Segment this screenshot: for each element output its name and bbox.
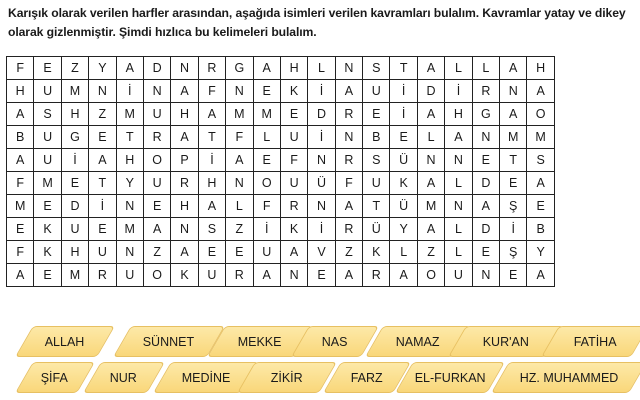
- grid-cell[interactable]: E: [34, 264, 61, 287]
- grid-cell[interactable]: T: [116, 126, 143, 149]
- grid-cell[interactable]: A: [116, 57, 143, 80]
- grid-cell[interactable]: A: [171, 241, 198, 264]
- word-tag: [15, 326, 115, 357]
- grid-cell[interactable]: A: [198, 103, 225, 126]
- grid-cell[interactable]: Y: [89, 57, 116, 80]
- grid-cell[interactable]: N: [500, 80, 527, 103]
- grid-cell[interactable]: U: [34, 126, 61, 149]
- grid-cell[interactable]: H: [171, 195, 198, 218]
- grid-cell[interactable]: İ: [308, 80, 335, 103]
- grid-cell[interactable]: F: [7, 241, 34, 264]
- grid-cell[interactable]: A: [417, 103, 444, 126]
- grid-cell[interactable]: B: [363, 126, 390, 149]
- grid-cell[interactable]: O: [143, 149, 170, 172]
- grid-cell[interactable]: R: [198, 57, 225, 80]
- grid-cell[interactable]: A: [171, 80, 198, 103]
- grid-cell[interactable]: S: [363, 149, 390, 172]
- grid-cell[interactable]: E: [472, 149, 499, 172]
- grid-cell[interactable]: R: [335, 103, 362, 126]
- grid-row: [7, 264, 555, 287]
- grid-cell[interactable]: A: [7, 264, 34, 287]
- grid-cell[interactable]: H: [61, 103, 88, 126]
- grid-cell[interactable]: V: [308, 241, 335, 264]
- grid-cell[interactable]: E: [226, 241, 253, 264]
- word-label: KUR'AN: [482, 334, 530, 349]
- grid-cell[interactable]: R: [335, 149, 362, 172]
- grid-cell[interactable]: M: [500, 126, 527, 149]
- grid-cell[interactable]: R: [335, 218, 362, 241]
- grid-cell[interactable]: U: [143, 103, 170, 126]
- word-label: SÜNNET: [143, 334, 195, 349]
- grid-cell[interactable]: O: [253, 172, 280, 195]
- word-tag: [395, 362, 505, 393]
- grid-cell[interactable]: D: [472, 218, 499, 241]
- grid-cell[interactable]: E: [143, 195, 170, 218]
- grid-row: [7, 241, 555, 264]
- grid-cell[interactable]: T: [390, 57, 417, 80]
- grid-cell[interactable]: N: [226, 172, 253, 195]
- grid-row: [7, 218, 555, 241]
- grid-cell[interactable]: A: [280, 241, 307, 264]
- word-tag: [83, 362, 165, 393]
- word-label: NUR: [110, 370, 138, 385]
- grid-cell[interactable]: F: [253, 195, 280, 218]
- grid-cell[interactable]: K: [280, 80, 307, 103]
- grid-cell[interactable]: G: [226, 57, 253, 80]
- grid-cell[interactable]: Y: [527, 241, 554, 264]
- word-label: ŞİFA: [41, 370, 69, 385]
- grid-cell[interactable]: G: [472, 103, 499, 126]
- grid-cell[interactable]: M: [116, 218, 143, 241]
- grid-cell[interactable]: L: [472, 57, 499, 80]
- grid-cell[interactable]: E: [500, 172, 527, 195]
- grid-cell[interactable]: Y: [390, 218, 417, 241]
- grid-row: [7, 172, 555, 195]
- grid-cell[interactable]: U: [280, 172, 307, 195]
- grid-cell[interactable]: N: [89, 80, 116, 103]
- grid-cell[interactable]: F: [7, 57, 34, 80]
- grid-cell[interactable]: Ü: [390, 149, 417, 172]
- grid-cell[interactable]: E: [7, 218, 34, 241]
- grid-cell[interactable]: N: [472, 126, 499, 149]
- grid-cell[interactable]: D: [472, 172, 499, 195]
- word-tag: [15, 362, 95, 393]
- grid-cell[interactable]: D: [61, 195, 88, 218]
- grid-cell[interactable]: T: [89, 172, 116, 195]
- grid-cell[interactable]: N: [445, 195, 472, 218]
- grid-cell[interactable]: İ: [308, 126, 335, 149]
- grid-cell[interactable]: L: [445, 218, 472, 241]
- grid-cell[interactable]: Ş: [500, 241, 527, 264]
- grid-cell[interactable]: L: [253, 126, 280, 149]
- grid-cell[interactable]: İ: [445, 80, 472, 103]
- grid-cell[interactable]: E: [500, 264, 527, 287]
- grid-cell[interactable]: B: [527, 218, 554, 241]
- grid-cell[interactable]: U: [363, 172, 390, 195]
- grid-cell[interactable]: F: [7, 172, 34, 195]
- grid-cell[interactable]: D: [308, 103, 335, 126]
- grid-cell[interactable]: L: [445, 172, 472, 195]
- grid-row: [7, 195, 555, 218]
- grid-cell[interactable]: Ü: [308, 172, 335, 195]
- word-label: HZ. MUHAMMED: [519, 370, 619, 385]
- grid-cell[interactable]: H: [61, 241, 88, 264]
- grid-cell[interactable]: M: [417, 195, 444, 218]
- grid-cell[interactable]: H: [445, 103, 472, 126]
- grid-cell[interactable]: G: [61, 126, 88, 149]
- grid-cell[interactable]: A: [143, 218, 170, 241]
- grid-cell[interactable]: R: [363, 264, 390, 287]
- grid-cell[interactable]: Y: [116, 172, 143, 195]
- grid-cell[interactable]: A: [7, 149, 34, 172]
- grid-cell[interactable]: A: [226, 149, 253, 172]
- grid-cell[interactable]: B: [7, 126, 34, 149]
- grid-cell[interactable]: A: [527, 172, 554, 195]
- grid-cell[interactable]: N: [171, 218, 198, 241]
- grid-cell[interactable]: U: [280, 126, 307, 149]
- word-tag: [541, 326, 640, 357]
- instructions-text: Karışık olarak verilen harfler arasından, aşağıda isimleri verilen kavramları bulalım. Kavramlar yatay ve dikey olarak gizlenmiştir. Şimdi hızlıca bu kelimeleri bulalım.: [8, 6, 626, 39]
- grid-cell[interactable]: K: [363, 241, 390, 264]
- grid-cell[interactable]: A: [417, 172, 444, 195]
- grid-cell[interactable]: E: [472, 241, 499, 264]
- grid-cell[interactable]: Z: [143, 241, 170, 264]
- grid-cell[interactable]: E: [61, 172, 88, 195]
- grid-cell[interactable]: E: [308, 264, 335, 287]
- grid-cell[interactable]: Ş: [500, 195, 527, 218]
- grid-cell[interactable]: N: [445, 149, 472, 172]
- grid-cell[interactable]: N: [335, 57, 362, 80]
- grid-cell[interactable]: N: [143, 80, 170, 103]
- grid-cell[interactable]: R: [226, 264, 253, 287]
- grid-cell[interactable]: S: [363, 57, 390, 80]
- grid-cell[interactable]: U: [253, 241, 280, 264]
- grid-cell[interactable]: R: [143, 126, 170, 149]
- grid-cell[interactable]: K: [34, 241, 61, 264]
- grid-cell[interactable]: P: [171, 149, 198, 172]
- grid-cell[interactable]: M: [34, 172, 61, 195]
- grid-cell[interactable]: R: [472, 80, 499, 103]
- grid-cell[interactable]: Ü: [390, 195, 417, 218]
- grid-cell[interactable]: A: [527, 80, 554, 103]
- grid-cell[interactable]: A: [171, 126, 198, 149]
- grid-cell[interactable]: E: [34, 57, 61, 80]
- grid-cell[interactable]: Ü: [363, 218, 390, 241]
- grid-cell[interactable]: T: [363, 195, 390, 218]
- grid-cell[interactable]: İ: [116, 80, 143, 103]
- grid-cell[interactable]: H: [7, 80, 34, 103]
- grid-cell[interactable]: A: [417, 218, 444, 241]
- grid-cell[interactable]: U: [143, 172, 170, 195]
- grid-cell[interactable]: A: [335, 195, 362, 218]
- grid-cell[interactable]: E: [253, 80, 280, 103]
- grid-cell[interactable]: U: [363, 80, 390, 103]
- grid-cell[interactable]: N: [472, 264, 499, 287]
- grid-row: [7, 57, 555, 80]
- grid-cell[interactable]: A: [390, 264, 417, 287]
- word-bank: [0, 326, 640, 398]
- grid-cell[interactable]: N: [226, 80, 253, 103]
- grid-cell[interactable]: A: [335, 80, 362, 103]
- grid-cell[interactable]: U: [61, 218, 88, 241]
- grid-cell[interactable]: İ: [89, 195, 116, 218]
- grid-cell[interactable]: A: [527, 264, 554, 287]
- grid-cell[interactable]: O: [527, 103, 554, 126]
- word-label: MEKKE: [238, 334, 282, 349]
- word-label: NAMAZ: [396, 334, 440, 349]
- grid-cell[interactable]: N: [308, 149, 335, 172]
- word-label: ALLAH: [45, 334, 85, 349]
- grid-row: [7, 149, 555, 172]
- grid-cell[interactable]: U: [89, 241, 116, 264]
- grid-cell[interactable]: İ: [308, 218, 335, 241]
- grid-cell[interactable]: R: [171, 172, 198, 195]
- grid-cell[interactable]: İ: [198, 149, 225, 172]
- grid-cell[interactable]: K: [171, 264, 198, 287]
- grid-cell[interactable]: N: [116, 195, 143, 218]
- grid-cell[interactable]: K: [390, 172, 417, 195]
- grid-cell[interactable]: R: [89, 264, 116, 287]
- word-bank-row-1: [0, 326, 640, 362]
- grid-cell[interactable]: A: [253, 264, 280, 287]
- grid-cell[interactable]: İ: [390, 80, 417, 103]
- grid-cell[interactable]: A: [500, 57, 527, 80]
- grid-cell[interactable]: F: [335, 172, 362, 195]
- grid-cell[interactable]: K: [280, 218, 307, 241]
- grid-cell[interactable]: İ: [61, 149, 88, 172]
- word-bank-row-2: [0, 362, 640, 398]
- grid-row: [7, 126, 555, 149]
- grid-cell[interactable]: M: [61, 264, 88, 287]
- grid-cell[interactable]: A: [445, 126, 472, 149]
- grid-cell[interactable]: A: [335, 264, 362, 287]
- word-tag: [113, 326, 225, 357]
- grid-cell[interactable]: Z: [226, 218, 253, 241]
- grid-row: [7, 103, 555, 126]
- grid-cell[interactable]: Z: [335, 241, 362, 264]
- grid-cell[interactable]: E: [89, 218, 116, 241]
- grid-cell[interactable]: M: [61, 80, 88, 103]
- grid-cell[interactable]: U: [198, 264, 225, 287]
- grid-cell[interactable]: L: [445, 241, 472, 264]
- grid-cell[interactable]: E: [527, 195, 554, 218]
- grid-cell[interactable]: L: [226, 195, 253, 218]
- grid-cell[interactable]: T: [198, 126, 225, 149]
- word-label: ZİKİR: [271, 370, 303, 385]
- grid-cell[interactable]: H: [527, 57, 554, 80]
- grid-cell[interactable]: E: [280, 103, 307, 126]
- word-search-grid: [6, 56, 555, 287]
- grid-cell[interactable]: E: [390, 126, 417, 149]
- grid-cell[interactable]: A: [89, 149, 116, 172]
- grid-cell[interactable]: E: [363, 103, 390, 126]
- grid-cell[interactable]: E: [34, 195, 61, 218]
- grid-cell[interactable]: U: [34, 149, 61, 172]
- word-label: NAS: [322, 334, 348, 349]
- grid-cell[interactable]: N: [280, 264, 307, 287]
- grid-cell[interactable]: H: [116, 149, 143, 172]
- grid-cell[interactable]: S: [34, 103, 61, 126]
- grid-cell[interactable]: A: [472, 195, 499, 218]
- grid-cell[interactable]: D: [417, 80, 444, 103]
- grid-cell[interactable]: İ: [390, 103, 417, 126]
- word-label: MEDİNE: [181, 370, 231, 385]
- word-label: FATİHA: [573, 334, 617, 349]
- word-tag: [491, 362, 640, 393]
- grid-cell[interactable]: F: [198, 80, 225, 103]
- grid-cell[interactable]: İ: [500, 218, 527, 241]
- grid-cell[interactable]: N: [308, 195, 335, 218]
- grid-cell[interactable]: O: [143, 264, 170, 287]
- grid-cell[interactable]: S: [198, 218, 225, 241]
- grid-cell[interactable]: Z: [417, 241, 444, 264]
- grid-cell[interactable]: O: [417, 264, 444, 287]
- grid-cell[interactable]: A: [417, 57, 444, 80]
- grid-cell[interactable]: N: [116, 241, 143, 264]
- grid-cell[interactable]: T: [500, 149, 527, 172]
- grid-cell[interactable]: F: [226, 126, 253, 149]
- word-label: FARZ: [351, 370, 383, 385]
- grid-cell[interactable]: L: [445, 57, 472, 80]
- grid-cell[interactable]: S: [527, 149, 554, 172]
- grid-cell[interactable]: N: [417, 149, 444, 172]
- grid-cell[interactable]: E: [198, 241, 225, 264]
- grid-cell[interactable]: A: [7, 103, 34, 126]
- grid-cell[interactable]: N: [171, 57, 198, 80]
- grid-cell[interactable]: L: [308, 57, 335, 80]
- grid-cell[interactable]: D: [143, 57, 170, 80]
- grid-cell[interactable]: M: [226, 103, 253, 126]
- grid-cell[interactable]: A: [500, 103, 527, 126]
- grid-cell[interactable]: Z: [89, 103, 116, 126]
- grid-cell[interactable]: U: [34, 80, 61, 103]
- grid-cell[interactable]: K: [34, 218, 61, 241]
- grid-cell[interactable]: M: [527, 126, 554, 149]
- grid-cell[interactable]: U: [445, 264, 472, 287]
- grid-cell[interactable]: A: [198, 195, 225, 218]
- grid-cell[interactable]: M: [253, 103, 280, 126]
- grid-cell[interactable]: H: [280, 57, 307, 80]
- word-tag: [237, 362, 337, 393]
- grid-cell[interactable]: İ: [253, 218, 280, 241]
- grid-cell[interactable]: A: [253, 57, 280, 80]
- grid-cell[interactable]: M: [7, 195, 34, 218]
- grid-cell[interactable]: R: [280, 195, 307, 218]
- grid-cell[interactable]: N: [335, 126, 362, 149]
- grid-cell[interactable]: U: [116, 264, 143, 287]
- grid-cell[interactable]: H: [171, 103, 198, 126]
- grid-cell[interactable]: H: [198, 172, 225, 195]
- grid-cell[interactable]: E: [89, 126, 116, 149]
- grid-cell[interactable]: E: [253, 149, 280, 172]
- grid-cell[interactable]: F: [280, 149, 307, 172]
- grid-cell[interactable]: L: [390, 241, 417, 264]
- grid-cell[interactable]: Z: [61, 57, 88, 80]
- grid-cell[interactable]: L: [417, 126, 444, 149]
- grid-cell[interactable]: M: [116, 103, 143, 126]
- word-label: EL-FURKAN: [414, 370, 486, 385]
- grid-row: [7, 80, 555, 103]
